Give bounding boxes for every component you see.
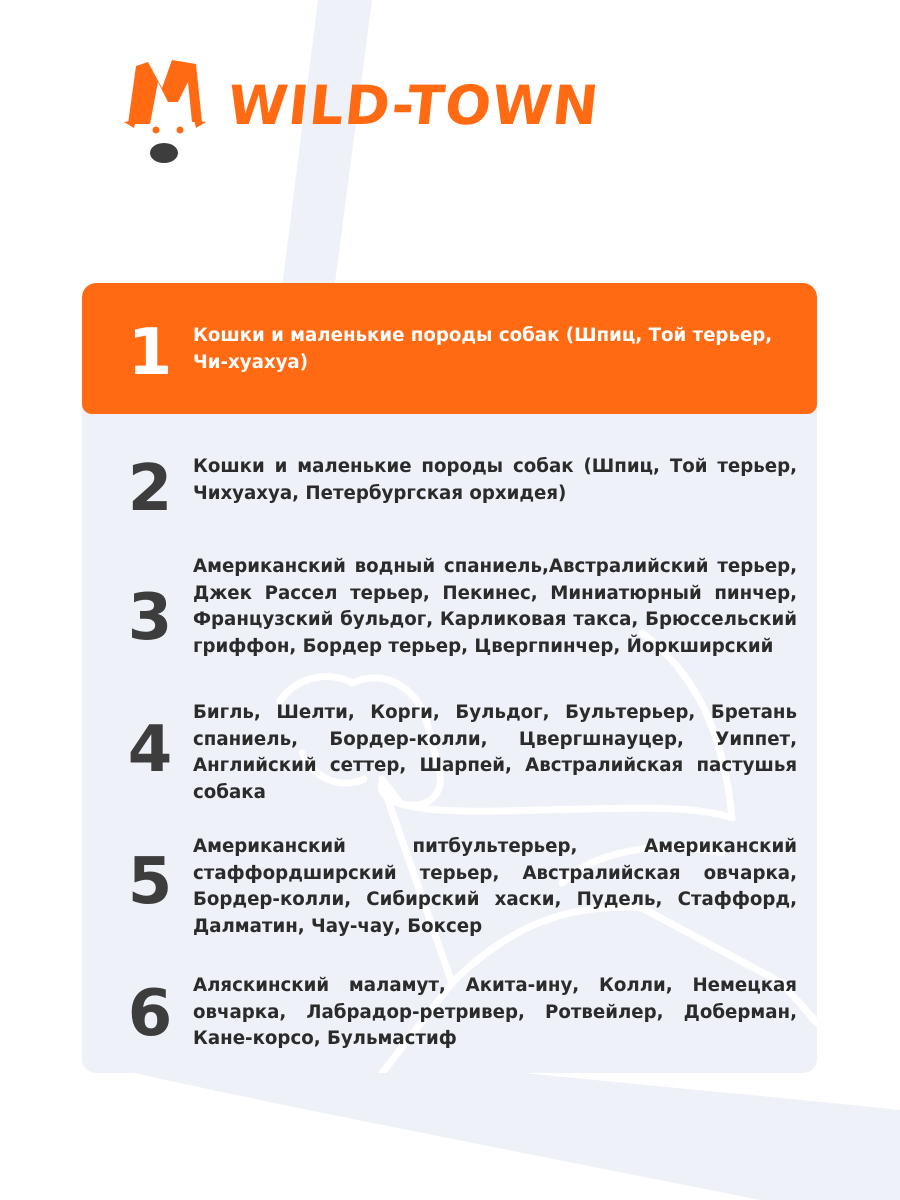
list-item (82, 814, 817, 954)
brand-name: WILD-TOWN (224, 74, 603, 137)
item-number: 6 (127, 977, 173, 1051)
item-text: Аляскинский маламут, Акита-ину, Колли, Немецкая овчарка, Лабрадор-ретривер, Ротвейлер, Доберман, Кане-корсо, Бульмастиф (193, 975, 797, 1049)
item-text: Кошки и маленькие породы собак (Шпиц, Той терьер, Чихуахуа, Петербургская орхидея) (193, 456, 797, 504)
list-item (82, 534, 817, 674)
breed-list-card (82, 283, 817, 1073)
brand-logo (122, 52, 602, 170)
list-item (82, 954, 817, 1073)
item-text: Американский водный спаниель,Австралийский терьер, Джек Рассел терьер, Пекинес, Миниатюрный пинчер, Французский бульдог, Карликовая такса, Брюссельский гриффон, Бордер терьер, Цвергпинчер, Йоркширский (193, 556, 797, 657)
list-item (82, 283, 817, 414)
item-number: 5 (127, 845, 173, 919)
item-number: 4 (127, 713, 173, 787)
item-text: Бигль, Шелти, Корги, Бульдог, Бультерьер, Бретань спаниель, Бордер-колли, Цвергшнауцер, Уиппет, Английский сеттер, Шарпей, Австралийская пастушья собака (193, 702, 797, 803)
list-item (82, 674, 817, 814)
item-text: Кошки и маленькие породы собак (Шпиц, Той терьер, Чи-хуахуа) (193, 325, 773, 373)
dog-face-icon (122, 52, 222, 170)
list-item (82, 414, 817, 534)
item-text: Американский питбультерьер, Американский стаффордширский терьер, Австралийская овчарка, Бордер-колли, Сибирский хаски, Пудель, Стаффорд, Далматин, Чау-чау, Боксер (193, 836, 797, 937)
item-number: 1 (127, 316, 173, 390)
item-number: 3 (127, 581, 173, 655)
item-number: 2 (127, 452, 173, 526)
